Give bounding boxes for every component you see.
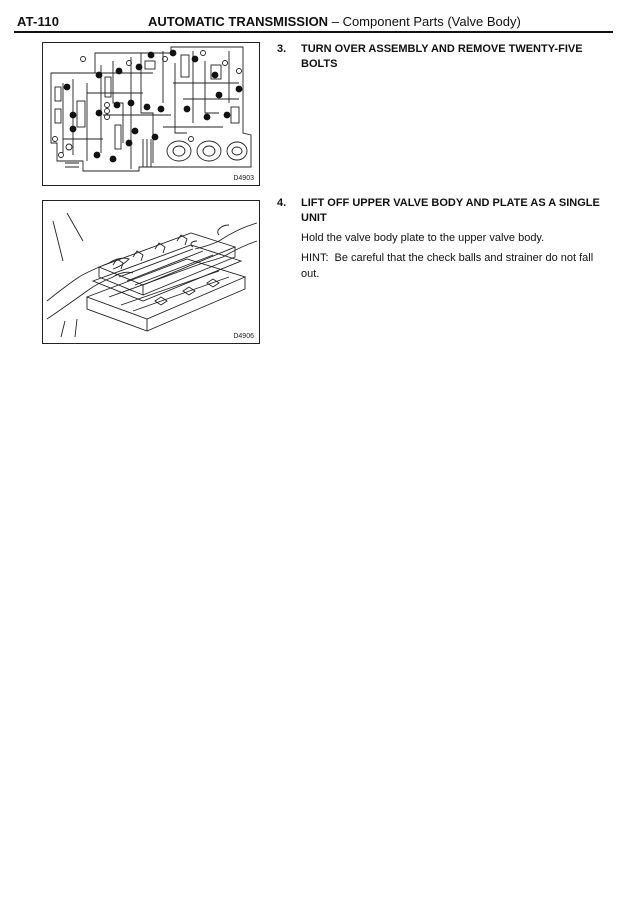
step-body [301,42,605,72]
figure-code: D4906 [233,333,254,340]
page-number: AT-110 [17,14,60,29]
step-number: 3. [277,43,287,55]
hint-text: Be careful that the check balls and strainer do not fall out. [301,252,594,280]
valve-body-bolt-figure [42,42,260,186]
section-header [148,14,521,29]
section-title: AUTOMATIC TRANSMISSION [148,14,329,29]
step-title: LIFT OFF UPPER VALVE BODY AND PLATE AS A SINGLE UNIT [301,197,600,224]
lift-valve-body-figure [42,200,260,344]
step-instruction: Hold the valve body plate to the upper valve body. [301,232,545,244]
step-3 [277,42,607,82]
lift-valve-body-drawing [43,201,259,343]
step-hint [301,250,605,282]
step-4 [277,196,607,286]
step-body [301,196,605,282]
figure-code: D4903 [233,175,254,182]
section-subtitle: Component Parts (Valve Body) [342,14,521,29]
header-dash: – [331,14,339,29]
valve-body-drawing [43,43,259,185]
hint-label: HINT: [301,252,329,264]
step-title: TURN OVER ASSEMBLY AND REMOVE TWENTY-FIVE BOLTS [301,43,583,70]
header-rule [14,31,613,33]
step-number: 4. [277,197,287,209]
